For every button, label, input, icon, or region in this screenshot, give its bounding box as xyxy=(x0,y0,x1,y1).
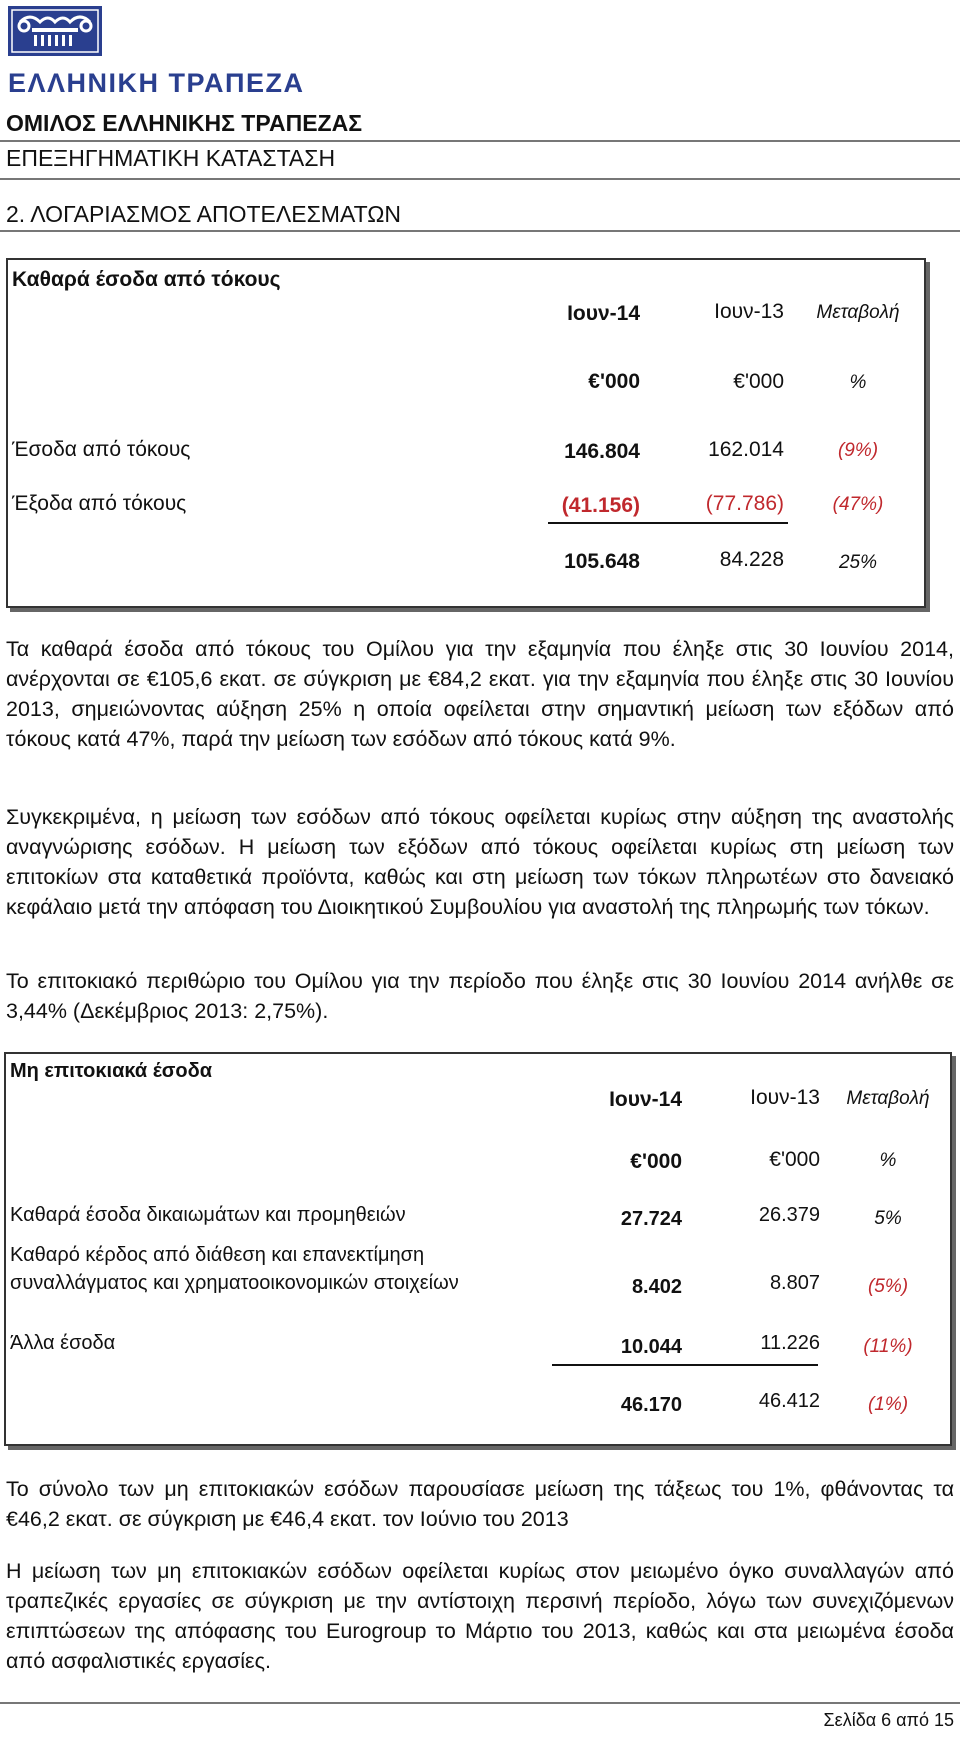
row-label: Έσοδα από τόκους xyxy=(12,438,191,461)
paragraph: Συγκεκριμένα, η μείωση των εσόδων από τόκους οφείλεται κυρίως στην αύξηση της αναστολής αναγνώρισης εσόδων. Η μείωση των εξόδων από τόκους οφείλεται κυρίως στη μείωση των επιτοκίων στα καταθετικά προϊόντα, καθώς και στη μείωση των τόκων πληρωτέων στο δανειακό κεφάλαιο μετά την απόφαση του Διοικητικού Συμβουλίου για αναστολή της πληρωμής των τόκων. xyxy=(6,805,954,919)
value-2014: (41.156) xyxy=(561,494,640,517)
footer-divider xyxy=(0,1702,960,1704)
value-2014: 10.044 xyxy=(620,1336,682,1358)
col-header-change: Μεταβολή xyxy=(816,302,900,323)
value-change: (11%) xyxy=(863,1336,913,1357)
value-2014: 27.724 xyxy=(620,1208,682,1230)
col-header-change: Μεταβολή xyxy=(846,1088,930,1109)
report-title: ΕΠΕΞΗΓΗΜΑΤΙΚΗ ΚΑΤΑΣΤΑΣΗ xyxy=(6,145,336,171)
total-2013: 84.228 xyxy=(719,548,784,571)
total-change: 25% xyxy=(838,552,878,573)
page-number: Σελίδα 6 από 15 xyxy=(823,1710,954,1730)
unit-2014: €'000 xyxy=(630,1150,682,1173)
row-label: Καθαρά έσοδα δικαιωμάτων και προμηθειών xyxy=(10,1204,406,1226)
divider xyxy=(0,230,960,232)
col-header-2013: Ιουν-13 xyxy=(714,300,784,323)
sum-underline xyxy=(548,522,788,524)
table-title: Μη επιτοκιακά έσοδα xyxy=(10,1060,213,1082)
total-change: (1%) xyxy=(867,1394,909,1415)
unit-2013: €'000 xyxy=(733,370,784,393)
unit-2014: €'000 xyxy=(588,370,640,393)
bank-name: ΕΛΛΗΝΙΚΗ ΤΡΑΠΕΖΑ xyxy=(8,68,305,98)
value-2014: 8.402 xyxy=(631,1276,682,1298)
value-2014: 146.804 xyxy=(564,440,640,463)
ionic-column-icon xyxy=(8,6,102,56)
total-2014: 46.170 xyxy=(620,1394,682,1416)
unit-2013: €'000 xyxy=(769,1148,820,1171)
total-2013: 46.412 xyxy=(758,1390,820,1412)
total-2014: 105.648 xyxy=(564,550,640,573)
col-header-2014: Ιουν-14 xyxy=(567,302,640,325)
value-2013: 26.379 xyxy=(758,1204,820,1226)
value-2013: 162.014 xyxy=(708,438,784,461)
non-interest-income-table xyxy=(4,1052,952,1446)
unit-change: % xyxy=(849,372,867,393)
value-change: (47%) xyxy=(832,494,884,515)
section-title: 2. ΛΟΓΑΡΙΑΣΜΟΣ ΑΠΟΤΕΛΕΣΜΑΤΩΝ xyxy=(6,201,402,227)
bank-logo xyxy=(8,6,102,56)
col-header-2014: Ιουν-14 xyxy=(609,1088,682,1111)
row-label: Έξοδα από τόκους xyxy=(12,492,187,515)
net-interest-income-table xyxy=(6,258,926,608)
row-label-line1: Καθαρό κέρδος από διάθεση και επανεκτίμηση xyxy=(10,1244,425,1266)
value-change: (5%) xyxy=(867,1276,909,1297)
sum-underline xyxy=(552,1364,818,1366)
unit-change: % xyxy=(879,1150,897,1171)
col-header-2013: Ιουν-13 xyxy=(750,1086,820,1109)
value-change: (9%) xyxy=(837,440,879,461)
value-2013: (77.786) xyxy=(705,492,784,515)
group-title: ΟΜΙΛΟΣ ΕΛΛΗΝΙΚΗΣ ΤΡΑΠΕΖΑΣ xyxy=(6,110,362,136)
divider xyxy=(0,140,960,142)
value-2013: 11.226 xyxy=(760,1332,820,1354)
value-change: 5% xyxy=(874,1208,902,1229)
row-label: Άλλα έσοδα xyxy=(10,1332,116,1354)
paragraph: Το σύνολο των μη επιτοκιακών εσόδων παρουσίασε μείωση της τάξεως του 1%, φθάνοντας τα €46,2 εκατ. σε σύγκριση με €46,4 εκατ. τον Ιούνιο του 2013 xyxy=(6,1477,954,1531)
divider xyxy=(0,178,960,180)
table-title: Καθαρά έσοδα από τόκους xyxy=(12,268,281,291)
paragraph: Τα καθαρά έσοδα από τόκους του Ομίλου για την εξαμηνία που έληξε στις 30 Ιουνίου 2014, ανέρχονται σε €105,6 εκατ. σε σύγκριση με €84,2 εκατ. για την εξαμηνία που έληξε στις 30 Ιουνίου 2013, σημειώνοντας αύξηση 25% η οποία οφείλεται στην σημαντική μείωση των εξόδων από τόκους κατά 47%, παρά την μείωση των εσόδων από τόκους κατά 9%. xyxy=(6,637,954,751)
value-2013: 8.807 xyxy=(769,1272,820,1294)
paragraph: Η μείωση των μη επιτοκιακών εσόδων οφείλεται κυρίως στον μειωμένο όγκο συναλλαγών από τραπεζικές εργασίες σε σύγκριση με την αντίστοιχη περσινή περίοδο, λόγω των συνεχιζόμενων επιπτώσεων της απόφασης του Eurogroup το Μάρτιο του 2013, καθώς και στα μειωμένα έσοδα από ασφαλιστικές εργασίες. xyxy=(6,1559,954,1673)
row-label-line2: συναλλάγματος και χρηματοοικονομικών στοιχείων xyxy=(10,1272,459,1294)
paragraph: Το επιτοκιακό περιθώριο του Ομίλου για την περίοδο που έληξε στις 30 Ιουνίου 2014 ανήλθε σε 3,44% (Δεκέμβριος 2013: 2,75%). xyxy=(6,969,954,1023)
